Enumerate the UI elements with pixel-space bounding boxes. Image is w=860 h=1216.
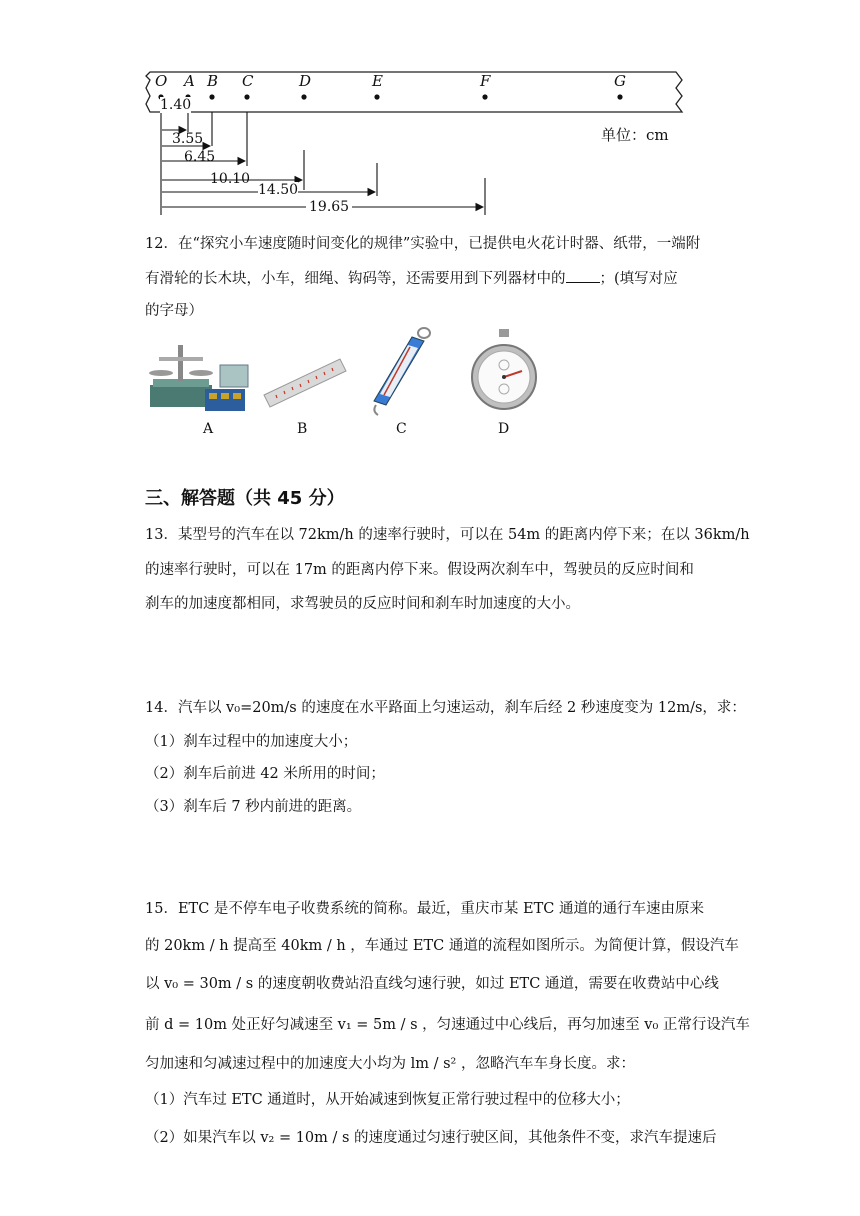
q14-part-2: （2）刹车后前进 42 米所用的时间；: [145, 766, 385, 782]
q15-line-5: 匀加速和匀减速过程中的加速度大小均为 lm / s² ，忽略汽车车身长度。求：: [145, 1056, 635, 1072]
q14-part-1: （1）刹车过程中的加速度大小；: [145, 734, 358, 750]
q13-line-3: 刹车的加速度都相同，求驾驶员的反应时间和刹车时加速度的大小。: [145, 596, 580, 612]
answer-blank[interactable]: [566, 270, 600, 283]
q15-part-1: （1）汽车过 ETC 通道时，从开始减速到恢复正常行驶过程中的位移大小；: [145, 1092, 630, 1108]
point-label-o: O: [155, 72, 168, 90]
section-3-heading: 三、解答题（共 45 分）: [145, 488, 345, 509]
q12-line-2: [145, 267, 678, 288]
q12-line-2-text: 有滑轮的长木块，小车，细绳、钩码等，还需要用到下列器材中的: [145, 271, 566, 287]
tape-dot: [374, 94, 379, 99]
point-label-g: G: [614, 72, 626, 90]
measurement-of: 19.65: [306, 199, 352, 215]
option-b-label: B: [297, 421, 308, 437]
paper-tape: [146, 72, 682, 112]
q12-line-1: 12．在“探究小车速度随时间变化的规律”实验中，已提供电火花计时器、纸带，一端附: [145, 236, 701, 252]
paper-tape-diagram: [0, 0, 860, 225]
measurement-ob: 3.55: [172, 131, 204, 147]
measurement-oc: 6.45: [184, 149, 216, 165]
q15-part-2: （2）如果汽车以 v₂ = 10m / s 的速度通过匀速行驶区间，其他条件不变，求汽车提速后: [145, 1130, 717, 1146]
stopwatch-icon: [468, 327, 540, 415]
q12-line-3: 的字母）: [145, 303, 203, 319]
point-label-e: E: [372, 72, 383, 90]
q15-line-2: 的 20km / h 提高至 40km / h ，车通过 ETC 通道的流程如图所示。为简便计算，假设汽车: [145, 938, 739, 954]
q15-line-1: 15．ETC 是不停车电子收费系统的简称。最近，重庆市某 ETC 通道的通行车速由原来: [145, 901, 704, 917]
ruler-icon: [262, 355, 348, 413]
measurement-oe: 14.50: [258, 182, 299, 198]
measure-arrows: [162, 130, 483, 207]
q12-line-2-end: ；(填写对应: [599, 271, 678, 287]
q15-line-4: 前 d = 10m 处正好匀减速至 v₁ = 5m / s ，匀速通过中心线后，再匀加速至 v₀ 正常行设汽车: [145, 1017, 750, 1033]
point-label-a: A: [184, 72, 195, 90]
option-c-label: C: [396, 421, 407, 437]
tape-dot: [244, 94, 249, 99]
measurement-oa: 1.40: [160, 97, 192, 113]
q13-line-2: 的速率行驶时，可以在 17m 的距离内停下来。假设两次刹车中，驾驶员的反应时间和: [145, 562, 694, 578]
tape-dot: [617, 94, 622, 99]
point-label-d: D: [299, 72, 312, 90]
point-label-b: B: [207, 72, 219, 90]
option-a-label: A: [203, 421, 214, 437]
q14-part-3: （3）刹车后 7 秒内前进的距离。: [145, 799, 362, 815]
tape-dot: [301, 94, 306, 99]
point-label-c: C: [242, 72, 254, 90]
tape-dots: [158, 94, 622, 99]
q13-line-1: 13．某型号的汽车在以 72km/h 的速率行驶时，可以在 54m 的距离内停下来；在以 36km/h: [145, 527, 750, 543]
measurement-od: 10.10: [210, 171, 251, 187]
balance-scale-icon: [145, 335, 255, 415]
option-d-label: D: [498, 421, 510, 437]
point-label-f: F: [480, 72, 491, 90]
tape-dot: [482, 94, 487, 99]
spring-scale-icon: [362, 327, 434, 417]
tape-dot: [209, 94, 214, 99]
q14-line-1: 14．汽车以 v₀=20m/s 的速度在水平路面上匀速运动，刹车后经 2 秒速度变为 12m/s，求：: [145, 700, 746, 716]
unit-label: 单位：cm: [601, 126, 669, 144]
q15-line-3: 以 v₀ = 30m / s 的速度朝收费站沿直线匀速行驶，如过 ETC 通道，需要在收费站中心线: [145, 976, 719, 992]
